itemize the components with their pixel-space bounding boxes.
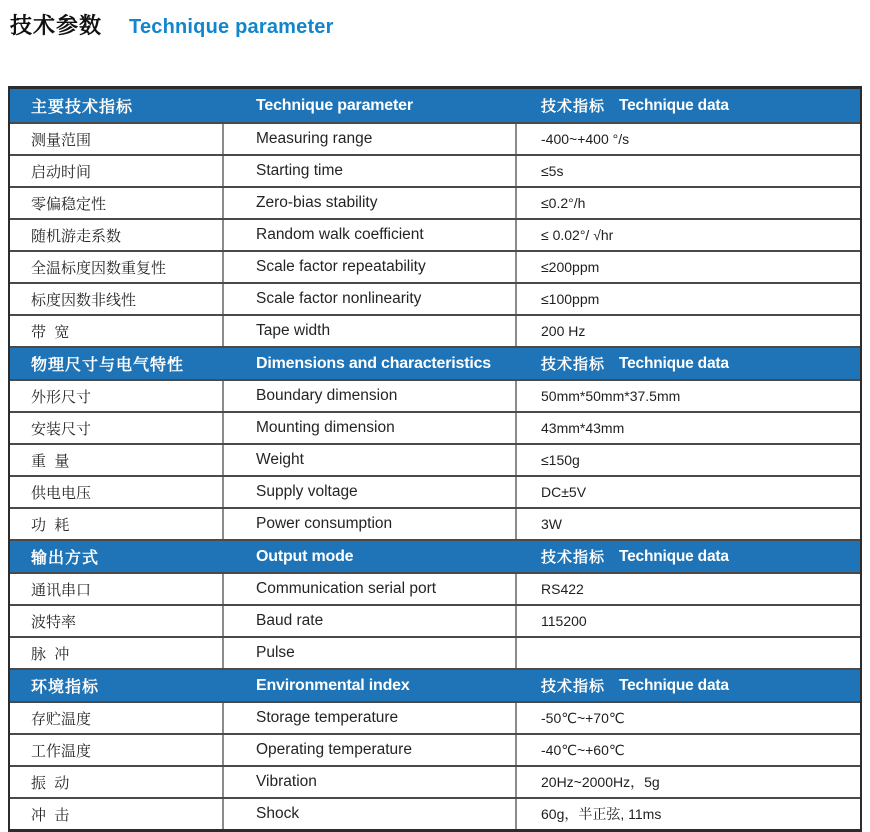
cell-label-en: Communication serial port	[224, 574, 517, 604]
table-row	[10, 154, 860, 186]
cell-label-cn: 重 量	[10, 445, 224, 475]
table-section-header-row	[10, 89, 860, 122]
cell-label-cn: 安装尺寸	[10, 413, 224, 443]
cell-label-cn: 通讯串口	[10, 574, 224, 604]
cell-label-cn: 输出方式	[31, 550, 100, 567]
cell-label-cn: 供电电压	[10, 477, 224, 507]
cell-label-en: Scale factor repeatability	[224, 252, 517, 282]
cell-label-cn: 波特率	[10, 606, 224, 636]
cell-label-cn: 存贮温度	[10, 703, 224, 733]
table-row	[10, 797, 860, 829]
parameter-table	[8, 86, 862, 832]
table-row	[10, 250, 860, 282]
cell-value: 50mm*50mm*37.5mm	[541, 388, 681, 404]
cell-label-cn: 标度因数非线性	[10, 284, 224, 314]
cell-value: -400~+400 °/s	[541, 131, 630, 147]
table-section-header-row	[10, 668, 860, 701]
cell-label-en: Shock	[224, 799, 517, 829]
cell-label-en: Output mode	[256, 547, 354, 565]
header-data-label-en: Technique data	[619, 354, 729, 372]
cell-label-cn: 带 宽	[10, 316, 224, 346]
table-row	[10, 765, 860, 797]
cell-label-en: Operating temperature	[224, 735, 517, 765]
cell-label-en: Scale factor nonlinearity	[224, 284, 517, 314]
cell-label-cn: 全温标度因数重复性	[10, 252, 224, 282]
table-row	[10, 475, 860, 507]
table-row	[10, 186, 860, 218]
header-data-label-en: Technique data	[619, 547, 729, 565]
table-row	[10, 572, 860, 604]
cell-label-cn: 物理尺寸与电气特性	[31, 357, 185, 374]
cell-value: 60g，半正弦, 11ms	[541, 806, 662, 822]
cell-value: 20Hz~2000Hz，5g	[541, 774, 660, 790]
cell-label-en: Measuring range	[224, 124, 517, 154]
cell-value: RS422	[541, 581, 584, 597]
cell-label-en: Power consumption	[224, 509, 517, 539]
table-row	[10, 701, 860, 733]
cell-label-cn: 随机游走系数	[10, 220, 224, 250]
cell-header-data-label	[517, 348, 860, 379]
cell-value: ≤150g	[541, 452, 580, 468]
cell-label-en: Supply voltage	[224, 477, 517, 507]
cell-value: ≤0.2°/h	[541, 195, 586, 211]
table-section-header-row	[10, 346, 860, 379]
cell-label-cn: 功 耗	[10, 509, 224, 539]
cell-label-en: Weight	[224, 445, 517, 475]
cell-label-en: Pulse	[224, 638, 517, 668]
cell-header-data-label	[517, 670, 860, 701]
cell-label-en: Starting time	[224, 156, 517, 186]
cell-value: 43mm*43mm	[541, 420, 625, 436]
cell-value: 200 Hz	[541, 323, 586, 339]
cell-value: DC±5V	[541, 484, 587, 500]
page-title-en: Technique parameter	[129, 16, 334, 38]
cell-label-cn: 振 动	[10, 767, 224, 797]
cell-label-en: Boundary dimension	[224, 381, 517, 411]
header-data-label-cn: 技术指标	[541, 678, 606, 695]
cell-label-cn: 环境指标	[31, 679, 100, 696]
cell-label-en: Tape width	[224, 316, 517, 346]
cell-label-cn: 零偏稳定性	[10, 188, 224, 218]
cell-label-cn: 工作温度	[10, 735, 224, 765]
cell-value: -40℃~+60℃	[541, 741, 625, 758]
table-row	[10, 507, 860, 539]
cell-value: 3W	[541, 516, 562, 532]
cell-label-en: Vibration	[224, 767, 517, 797]
cell-label-en: Dimensions and characteristics	[256, 354, 491, 372]
cell-value: -50℃~+70℃	[541, 709, 625, 726]
cell-value: ≤200ppm	[541, 259, 600, 275]
cell-label-cn: 冲 击	[10, 799, 224, 829]
cell-value: 115200	[541, 613, 587, 629]
header-data-label-cn: 技术指标	[541, 549, 606, 566]
table-row	[10, 733, 860, 765]
cell-value: ≤100ppm	[541, 291, 600, 307]
cell-label-cn: 外形尺寸	[10, 381, 224, 411]
table-row	[10, 218, 860, 250]
table-row	[10, 443, 860, 475]
cell-value	[517, 638, 860, 668]
header-data-label-cn: 技术指标	[541, 98, 606, 115]
table-row	[10, 604, 860, 636]
header-data-label-en: Technique data	[619, 96, 729, 114]
header-data-label-cn: 技术指标	[541, 356, 606, 373]
table-row	[10, 122, 860, 154]
cell-value: ≤ 0.02°/ √hr	[541, 227, 614, 243]
cell-header-data-label	[517, 89, 860, 122]
cell-label-en: Random walk coefficient	[224, 220, 517, 250]
header-data-label-en: Technique data	[619, 676, 729, 694]
table-row	[10, 314, 860, 346]
table-row	[10, 282, 860, 314]
cell-label-cn: 启动时间	[10, 156, 224, 186]
cell-label-en: Storage temperature	[224, 703, 517, 733]
cell-label-cn: 主要技术指标	[31, 99, 134, 116]
cell-label-en: Environmental index	[256, 676, 410, 694]
table-row	[10, 411, 860, 443]
cell-label-en: Baud rate	[224, 606, 517, 636]
cell-label-en: Mounting dimension	[224, 413, 517, 443]
table-row	[10, 379, 860, 411]
table-row	[10, 636, 860, 668]
cell-label-cn: 脉 冲	[10, 638, 224, 668]
page-title	[10, 9, 334, 40]
cell-value: ≤5s	[541, 163, 564, 179]
cell-label-en: Technique parameter	[256, 96, 413, 114]
cell-header-data-label	[517, 541, 860, 572]
page-title-cn: 技术参数	[10, 13, 103, 38]
table-section-header-row	[10, 539, 860, 572]
cell-label-cn: 测量范围	[10, 124, 224, 154]
cell-label-en: Zero-bias stability	[224, 188, 517, 218]
